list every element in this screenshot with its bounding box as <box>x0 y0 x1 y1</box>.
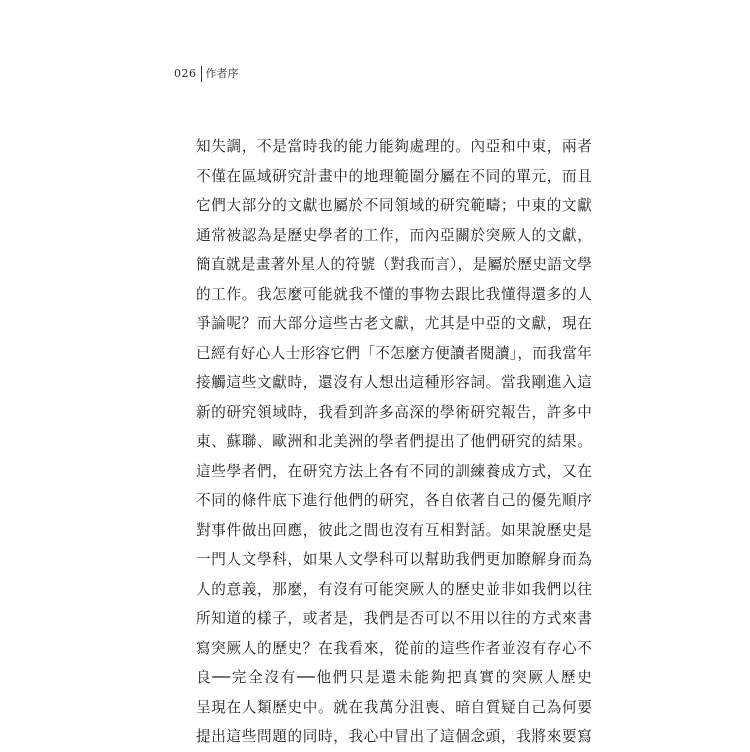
text-line: 良──完全沒有──他們只是還未能夠把真實的突厥人歷史 <box>196 669 592 686</box>
text-line: 通常被認為是歷史學者的工作，而內亞關於突厥人的文獻， <box>196 226 592 244</box>
text-line: 不同的條件底下進行他們的研究，各自依著自己的優先順序 <box>196 492 592 509</box>
text-line: 知失調，不是當時我的能力能夠處理的。內亞和中東，兩者 <box>196 138 592 155</box>
text-line: 呈現在人類歷史中。就在我萬分沮喪、暗自質疑自己為何要 <box>196 698 592 716</box>
text-line: 提出這些問題的同時，我心中冒出了這個念頭，我將來要寫 <box>196 728 592 745</box>
text-line: 這些學者們，在研究方法上各有不同的訓練養成方式，又在 <box>196 462 592 480</box>
text-line: 它們大部分的文獻也屬於不同領域的研究範疇；中東的文獻 <box>196 197 592 214</box>
text-line: 不僅在區域研究計畫中的地理範圍分屬在不同的單元，而且 <box>196 167 592 185</box>
section-title: 作者序 <box>205 67 239 80</box>
text-line: 對事件做出回應，彼此之間也沒有互相對話。如果說歷史是 <box>196 521 592 539</box>
page-number: 026 <box>174 67 197 80</box>
header-divider <box>201 66 202 82</box>
text-line: 東、蘇聯、歐洲和北美洲的學者們提出了他們研究的結果。 <box>196 433 592 450</box>
text-line: 已經有好心人士形容它們「不怎麼方便讀者閱讀」，而我當年 <box>196 344 592 362</box>
text-line: 接觸這些文獻時，還沒有人想出這種形容詞。當我剛進入這 <box>196 374 592 391</box>
text-line: 簡直就是畫著外星人的符號（對我而言），是屬於歷史語文學 <box>196 256 592 273</box>
text-line: 新的研究領域時，我看到許多高深的學術研究報告，許多中 <box>196 403 592 421</box>
running-header <box>174 66 239 82</box>
text-line: 所知道的樣子，或者是，我們是否可以不用以往的方式來書 <box>196 610 592 627</box>
body-text <box>196 132 592 752</box>
text-line: 人的意義，那麼，有沒有可能突厥人的歷史並非如我們以往 <box>196 580 592 598</box>
text-line: 的工作。我怎麼可能就我不懂的事物去跟比我懂得還多的人 <box>196 285 592 303</box>
text-line: 一門人文學科，如果人文學科可以幫助我們更加瞭解身而為 <box>196 551 592 568</box>
text-line: 爭論呢？而大部分這些古老文獻，尤其是中亞的文獻，現在 <box>196 315 592 332</box>
text-line: 寫突厥人的歷史？在我看來，從前的這些作者並沒有存心不 <box>196 639 592 657</box>
